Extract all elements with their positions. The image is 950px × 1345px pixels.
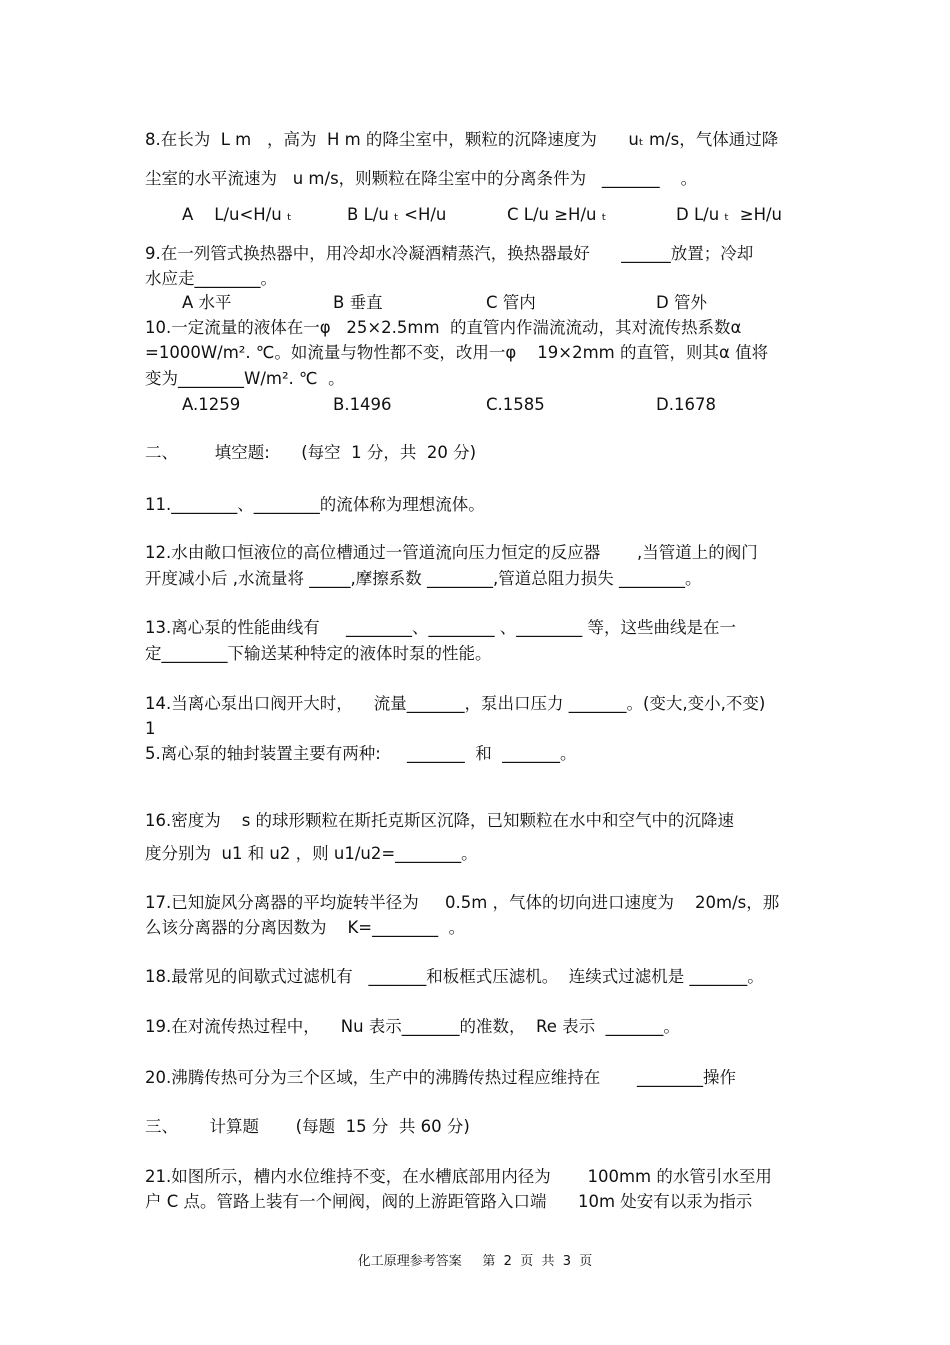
q8-line1: 8.在长为 L m ，高为 H m 的降尘室中，颗粒的沉降速度为 uₜ m/s，气体通过降 [145, 130, 779, 149]
q10-option-b: B.1496 [333, 395, 392, 414]
question-20: 20.沸腾传热可分为三个区域，生产中的沸腾传热过程应维持在 ________操作 [145, 1068, 736, 1087]
q13-line1: 13.离心泵的性能曲线有 ________、________ 、________ 等，这些曲线是在一 [145, 618, 736, 637]
question-15: 5.离心泵的轴封装置主要有两种: _______ 和 _______。 [145, 744, 577, 763]
q8-option-a: A L/u<H/u ₜ [182, 205, 292, 224]
section-2-heading: 二、 填空题: (每空 1 分，共 20 分) [145, 443, 477, 462]
q9-line2: 水应走________。 [145, 269, 277, 288]
q21-line1: 21.如图所示，槽内水位维持不变，在水槽底部用内径为 100mm 的水管引水至用 [145, 1167, 772, 1186]
question-19: 19.在对流传热过程中， Nu 表示_______的准数， Re 表示 _______。 [145, 1017, 680, 1036]
q21-line2: 户 C 点。管路上装有一个闸阀，阀的上游距管路入口端 10m 处安有以汞为指示 [145, 1192, 753, 1211]
q9-option-a: A 水平 [182, 293, 232, 312]
q8-option-c: C L/u ≥H/u ₜ [507, 205, 607, 224]
q8-option-b: B L/u ₜ <H/u [347, 205, 447, 224]
q10-line3: 变为________W/m². ℃ 。 [145, 369, 345, 388]
q17-line2: 么该分离器的分离因数为 K=________ 。 [145, 918, 466, 937]
q14-line1: 14.当离心泵出口阀开大时， 流量_______，泵出口压力 _______。(变大,变小,不变) [145, 694, 766, 713]
q12-line1: 12.水由敞口恒液位的高位槽通过一管道流向压力恒定的反应器 ,当管道上的阀门 [145, 543, 758, 562]
q16-line1: 16.密度为 s 的球形颗粒在斯托克斯区沉降，已知颗粒在水中和空气中的沉降速 [145, 811, 735, 830]
q13-line2: 定________下输送某种特定的液体时泵的性能。 [145, 644, 492, 663]
page-footer: 化工原理参考答案 第 2 页 共 3 页 [357, 1254, 593, 1269]
q9-option-b: B 垂直 [333, 293, 383, 312]
q14-line2: 1 [145, 719, 156, 738]
q12-line2: 开度减小后 ,水流量将 _____,摩擦系数 ________,管道总阻力损失 ________。 [145, 569, 702, 588]
q10-line2: =1000W/m². ℃。如流量与物性都不变，改用一φ 19×2mm 的直管，则其α 值将 [145, 343, 769, 362]
q10-option-d: D.1678 [656, 395, 716, 414]
q9-option-d: D 管外 [656, 293, 707, 312]
question-18: 18.最常见的间歇式过滤机有 _______和板框式压滤机。 连续式过滤机是 _______。 [145, 967, 764, 986]
section-3-heading: 三、 计算题 (每题 15 分 共 60 分) [145, 1117, 470, 1136]
q10-option-a: A.1259 [182, 395, 241, 414]
q8-option-d: D L/u ₜ ≥H/u [676, 205, 783, 224]
q17-line1: 17.已知旋风分离器的平均旋转半径为 0.5m ，气体的切向进口速度为 20m/s，那 [145, 893, 780, 912]
question-11: 11.________、________的流体称为理想流体。 [145, 495, 485, 514]
q10-option-c: C.1585 [486, 395, 545, 414]
q16-line2: 度分别为 u1 和 u2 ，则 u1/u2=________。 [145, 844, 478, 863]
q9-line1: 9.在一列管式换热器中，用冷却水冷凝酒精蒸汽，换热器最好 ______放置；冷却 [145, 244, 754, 263]
q8-line2: 尘室的水平流速为 u m/s，则颗粒在降尘室中的分离条件为 _______ 。 [145, 169, 698, 188]
q10-line1: 10.一定流量的液体在一φ 25×2.5mm 的直管内作湍流流动，其对流传热系数α [145, 318, 742, 337]
q9-option-c: C 管内 [486, 293, 536, 312]
